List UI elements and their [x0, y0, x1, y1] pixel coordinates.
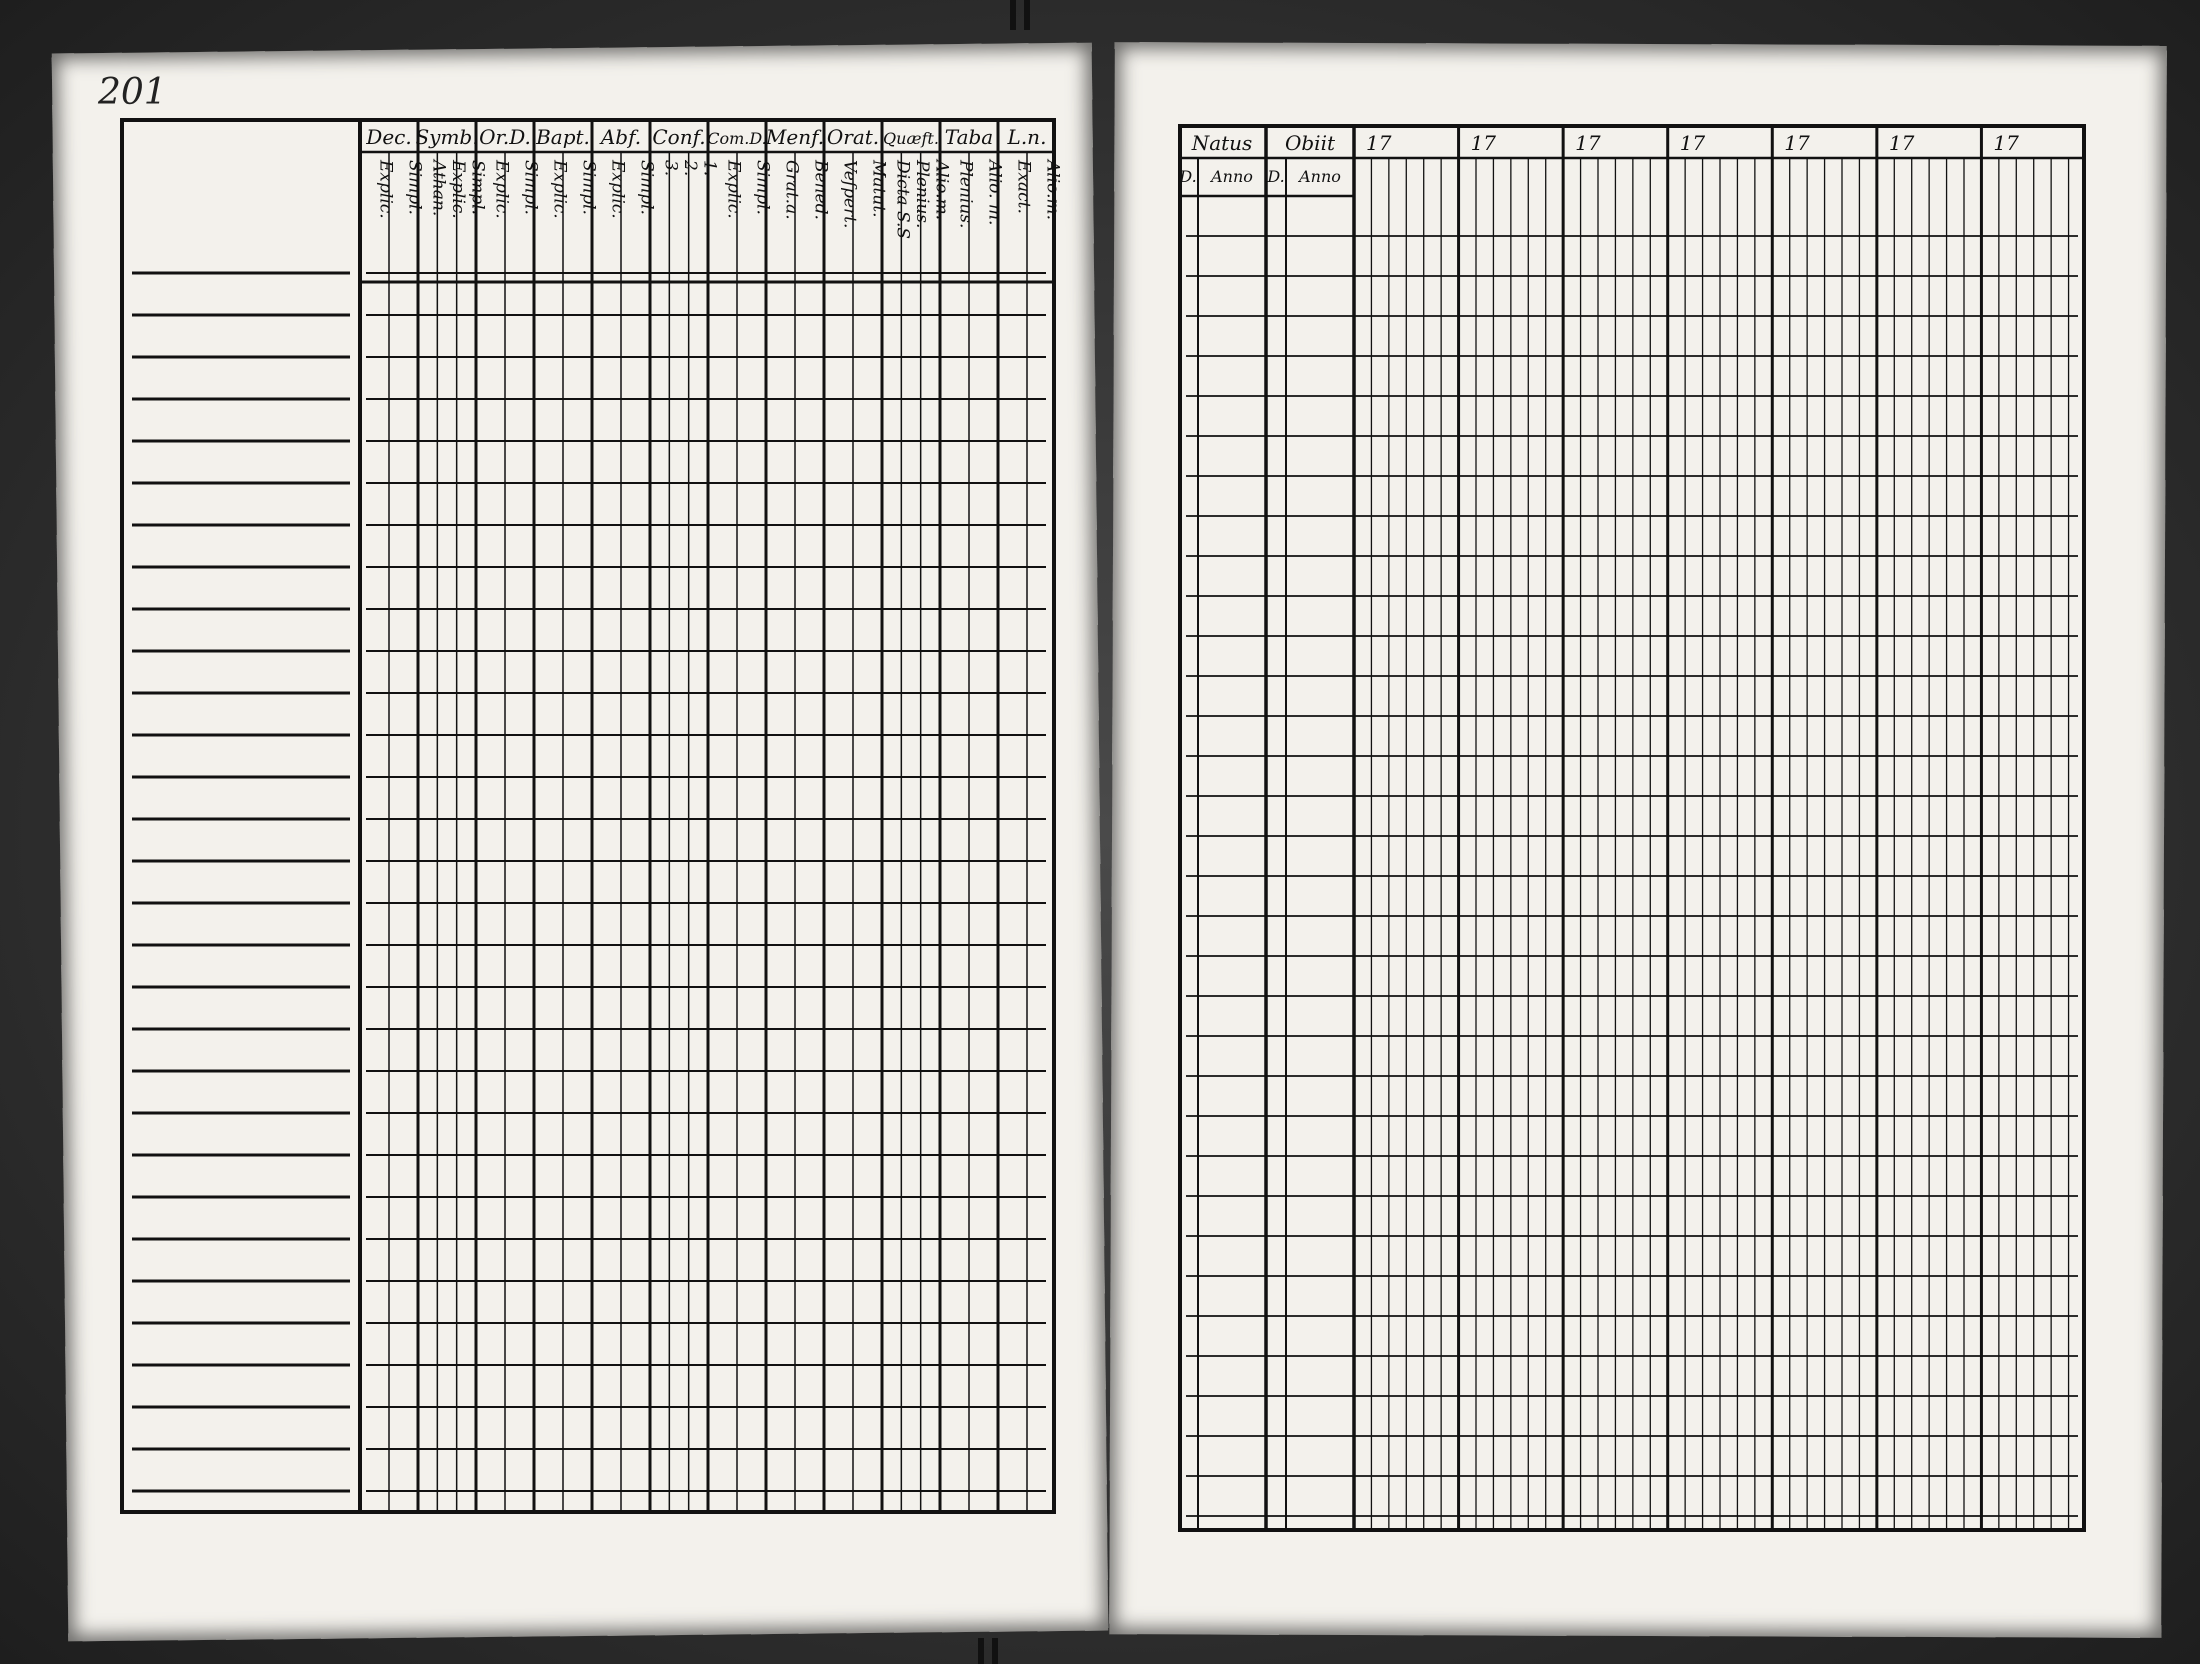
subcolumn-label: 3.	[660, 160, 681, 177]
subcolumn-label: Simpl.	[636, 160, 657, 215]
subcolumn-label: 1.	[699, 160, 720, 177]
subcolumn-label: D.	[1179, 167, 1197, 186]
column-header: Obiit	[1284, 131, 1336, 155]
year-header: 17	[1575, 131, 1601, 155]
subcolumn-label: Grat.a.	[781, 160, 802, 220]
subcolumn-label: Matut.	[868, 160, 889, 218]
subcolumn-label: Explic.	[375, 160, 396, 219]
subcolumn-label: 2.	[680, 160, 700, 177]
column-header: L.n.	[1007, 125, 1047, 149]
subcolumn-label: Plenius.	[912, 160, 932, 229]
year-header: 17	[1679, 131, 1706, 155]
column-header: Conf.	[652, 125, 706, 149]
subcolumn-label: Alio. m.	[984, 160, 1005, 226]
subcolumn-label: Simpl.	[467, 160, 488, 215]
subcolumn-label: Anno	[1299, 167, 1341, 186]
column-header: Orat.	[826, 125, 880, 149]
subcolumn-label: Simpl.	[752, 160, 773, 215]
subcolumn-label: Explic.	[549, 160, 570, 219]
year-header: 17	[1470, 131, 1497, 155]
column-header: Natus	[1191, 131, 1253, 155]
subcolumn-label: Explic.	[448, 160, 468, 219]
subcolumn-label: Dicta S.S	[892, 160, 913, 240]
binding-thread-bottom-2	[992, 1638, 998, 1664]
year-header: 17	[1366, 131, 1392, 155]
page-number: 201	[98, 72, 167, 113]
column-header: Taba	[944, 125, 994, 149]
column-header: Or.D.	[479, 125, 531, 149]
binding-thread-top	[1010, 0, 1016, 30]
subcolumn-label: Alio.m.	[1042, 160, 1063, 221]
subcolumn-label: Simpl.	[578, 160, 599, 215]
column-header: Menf.	[765, 125, 825, 149]
left-register-table	[120, 118, 1063, 1514]
right-register-table	[1178, 124, 2086, 1532]
subcolumn-label: Alio.m.	[931, 160, 952, 221]
left-table-border	[122, 120, 1054, 1512]
right-table-border	[1180, 126, 2084, 1530]
subcolumn-label: Plenius.	[955, 160, 976, 229]
subcolumn-label: Simpl.	[520, 160, 541, 215]
subcolumn-label: Simpl.	[404, 160, 425, 215]
subcolumn-label: Athan.	[428, 160, 449, 217]
subcolumn-label: Vefpert.	[839, 160, 860, 229]
column-header: Dec.	[366, 125, 412, 149]
subcolumn-label: Anno	[1211, 167, 1253, 186]
subcolumn-label: Exact.	[1013, 160, 1034, 214]
column-header: Abf.	[600, 125, 642, 149]
subcolumn-label: D.	[1267, 167, 1285, 186]
subcolumn-label: Bened.	[810, 160, 831, 220]
column-header: Symb.	[415, 125, 479, 149]
subcolumn-label: Explic.	[723, 160, 744, 219]
binding-thread-top-2	[1024, 0, 1030, 30]
year-header: 17	[1888, 131, 1915, 155]
year-header: 17	[1784, 131, 1810, 155]
column-header: Com.D.	[707, 129, 767, 148]
subcolumn-label: Explic.	[491, 160, 512, 219]
binding-thread-bottom	[978, 1638, 984, 1664]
column-header: Bapt.	[536, 125, 590, 149]
subcolumn-label: Explic.	[607, 160, 628, 219]
column-header: Quæft.	[883, 129, 939, 148]
year-header: 17	[1993, 131, 2019, 155]
